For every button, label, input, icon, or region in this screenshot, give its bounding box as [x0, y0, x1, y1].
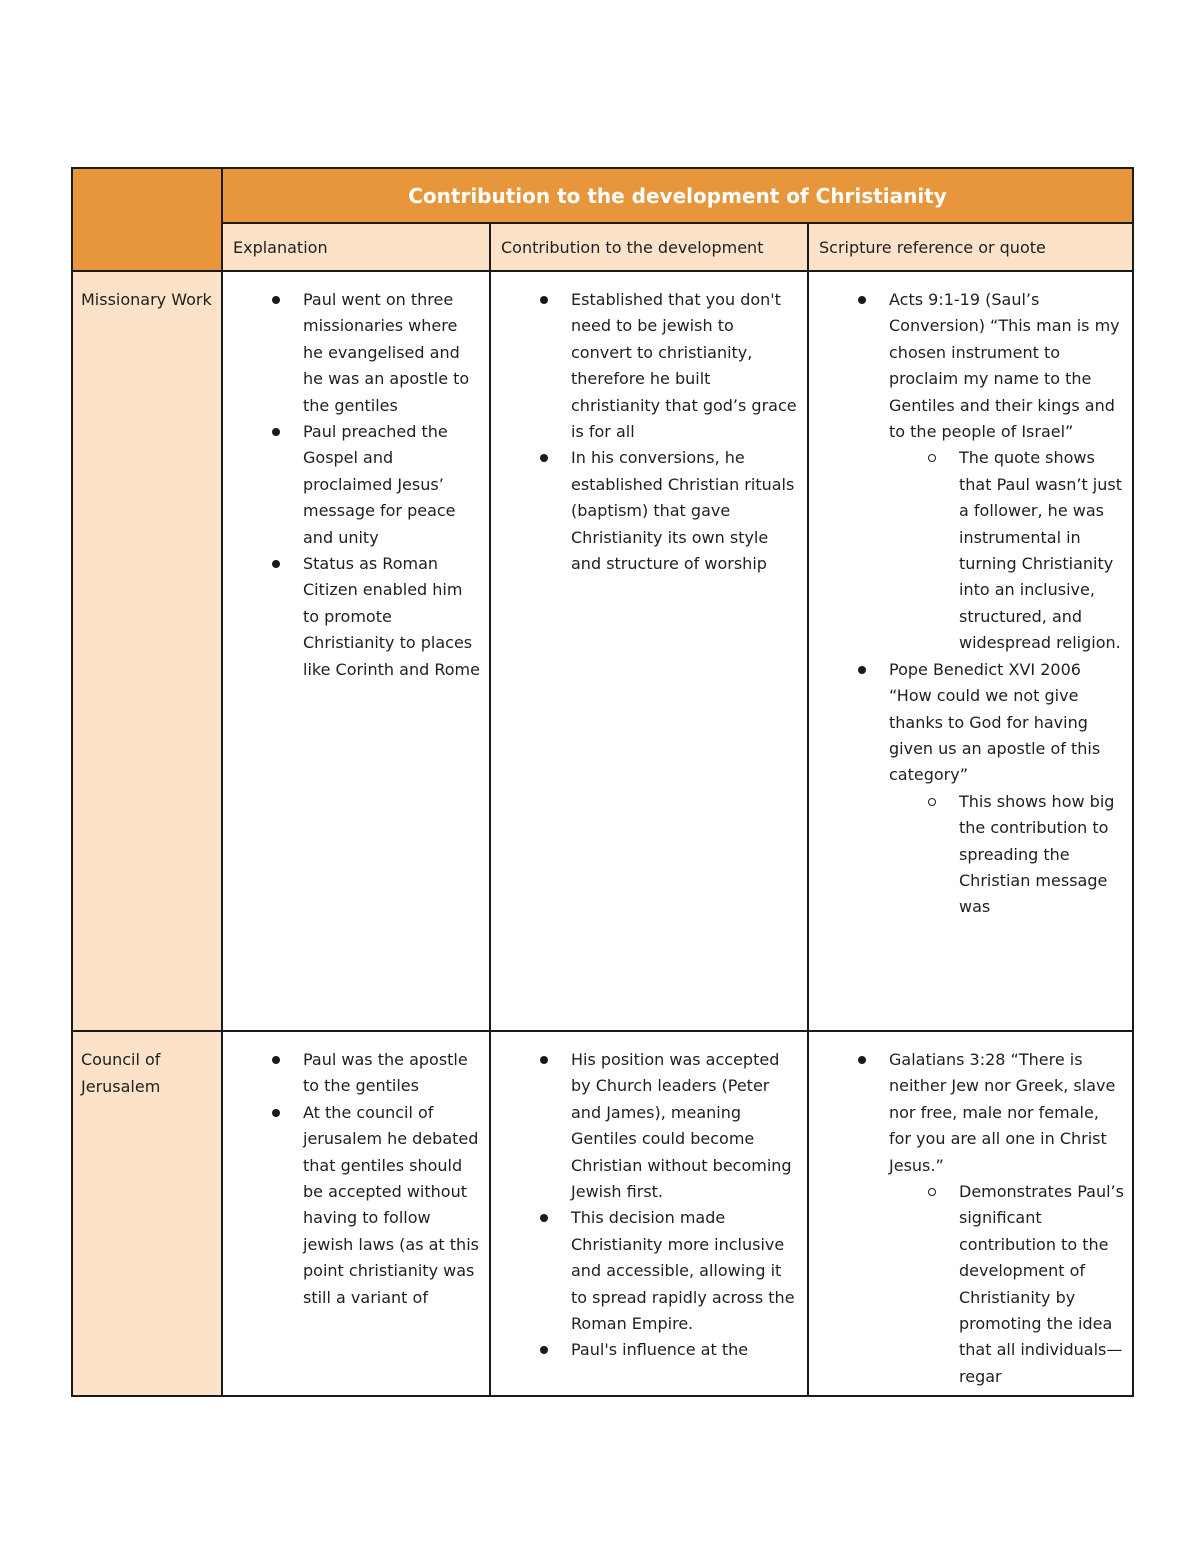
list-item: Status as Roman Citizen enabled him to promote Christianity to places like Corinth and Rome [303, 551, 481, 683]
scripture-quote: Galatians 3:28 “There is neither Jew nor Greek, slave nor free, male nor female, for you are all one in Christ Jesus.” [889, 1050, 1116, 1175]
list-item [889, 287, 1124, 657]
list-item: At the council of jerusalem he debated that gentiles should be accepted without having to follow jewish laws (as at this point christianity was still a variant of [303, 1100, 481, 1311]
list-item [889, 1047, 1124, 1390]
list-item: Paul preached the Gospel and proclaimed Jesus’ message for peace and unity [303, 419, 481, 551]
row-header-council-of-jerusalem: Council of Jerusalem [72, 1031, 222, 1396]
list-item: Established that you don't need to be jewish to convert to christianity, therefore he built christianity that god’s grace is for all [571, 287, 799, 445]
list-item: In his conversions, he established Christian rituals (baptism) that gave Christianity its own style and structure of worship [571, 445, 799, 577]
list-item: Paul's influence at the [571, 1337, 799, 1363]
corner-cell-lower [72, 223, 222, 271]
scripture-quote: Acts 9:1-19 (Saul’s Conversion) “This man is my chosen instrument to proclaim my name to the Gentiles and their kings and to the people of Israel” [889, 290, 1120, 442]
sub-list-item: This shows how big the contribution to spreading the Christian message was [959, 789, 1124, 921]
list-item: Paul was the apostle to the gentiles [303, 1047, 481, 1100]
missionary-scripture-cell [808, 271, 1133, 1031]
column-header-explanation: Explanation [222, 223, 490, 271]
corner-cell [72, 168, 222, 223]
sub-list-item: Demonstrates Paul’s significant contribution to the development of Christianity by promoting the idea that all individuals—regar [959, 1179, 1124, 1390]
sub-list-item: The quote shows that Paul wasn’t just a follower, he was instrumental in turning Christianity into an inclusive, structured, and widespread religion. [959, 445, 1124, 656]
council-contribution-cell [490, 1031, 808, 1396]
row-header-missionary-work: Missionary Work [72, 271, 222, 1031]
contribution-table [71, 167, 1134, 1397]
list-item [889, 657, 1124, 921]
missionary-explanation-cell [222, 271, 490, 1031]
list-item: Paul went on three missionaries where he evangelised and he was an apostle to the gentiles [303, 287, 481, 419]
column-header-contribution: Contribution to the development [490, 223, 808, 271]
scripture-quote: Pope Benedict XVI 2006 “How could we not give thanks to God for having given us an apostle of this category” [889, 659, 1101, 785]
list-item: This decision made Christianity more inclusive and accessible, allowing it to spread rapidly across the Roman Empire. [571, 1205, 799, 1337]
council-scripture-cell [808, 1031, 1133, 1396]
table-title: Contribution to the development of Christianity [222, 168, 1133, 223]
council-explanation-cell [222, 1031, 490, 1396]
list-item: His position was accepted by Church leaders (Peter and James), meaning Gentiles could become Christian without becoming Jewish first. [571, 1047, 799, 1205]
column-header-scripture: Scripture reference or quote [808, 223, 1133, 271]
missionary-contribution-cell [490, 271, 808, 1031]
